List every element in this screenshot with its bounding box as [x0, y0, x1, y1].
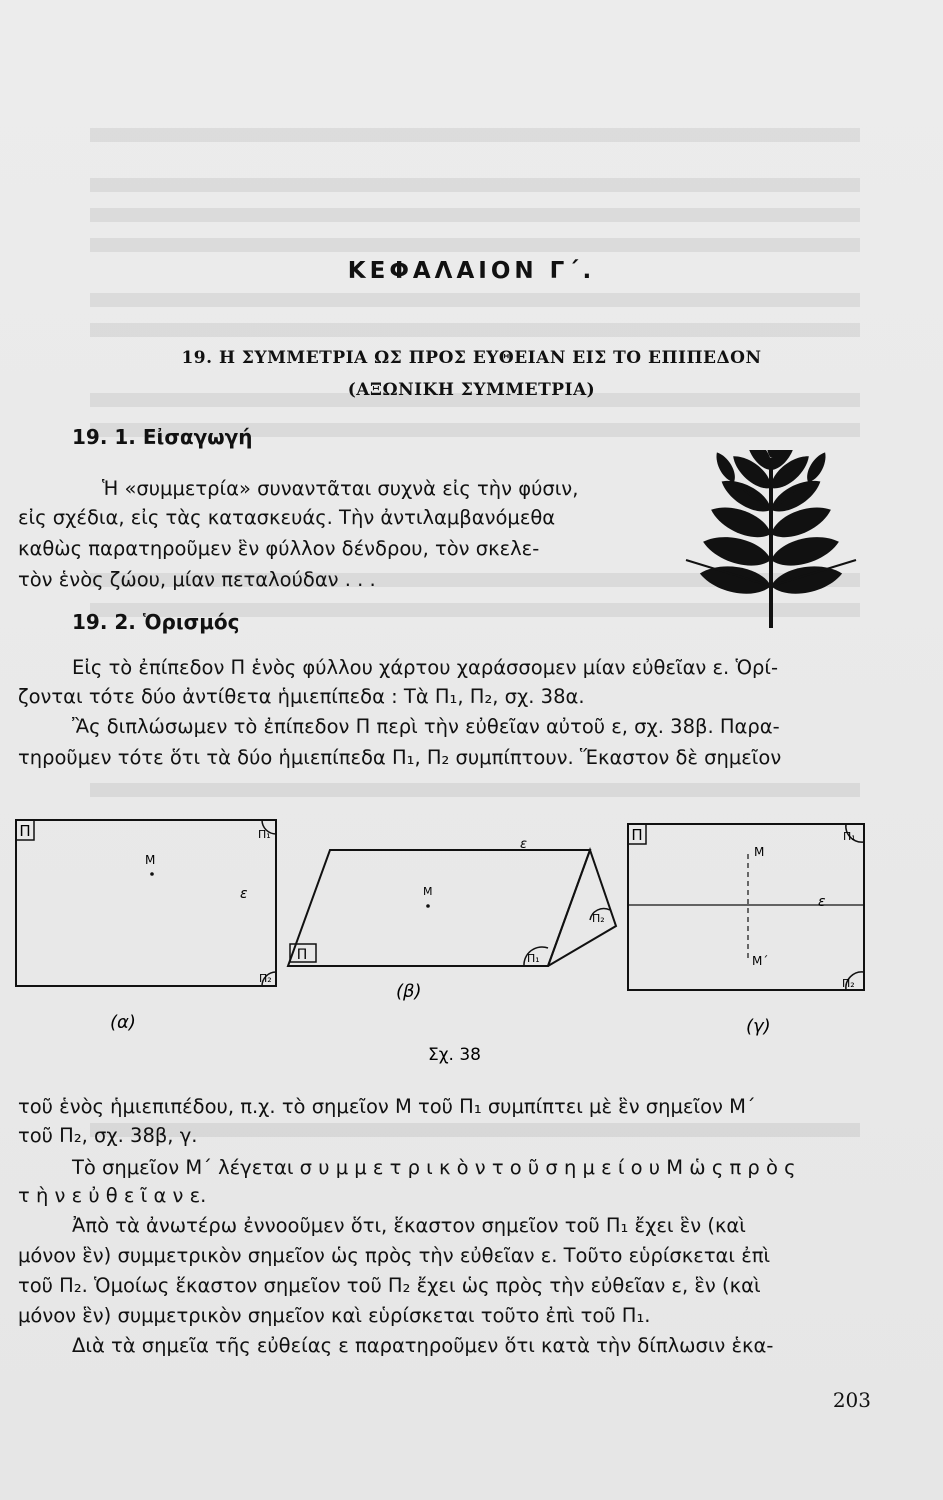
text-line: τοῦ Π₂, σχ. 38β, γ.	[18, 1124, 198, 1147]
text-line: Ἂς διπλώσωμεν τὸ ἐπίπεδον Π περὶ τὴν εὐθεῖαν αὐτοῦ ε, σχ. 38β. Παρα-	[72, 715, 780, 738]
text-line: μόνον ἓν) συμμετρικὸν σημεῖον καὶ εὑρίσκεται τοῦτο ἐπὶ τοῦ Π₁.	[18, 1304, 651, 1327]
fig-c-M-label: Μ	[754, 845, 765, 859]
fig-a-P2-label: Π₂	[259, 972, 272, 985]
figure-b-folded-plane	[288, 837, 616, 1002]
fig-c-e-label: ε	[818, 894, 826, 910]
text-line: τηροῦμεν τότε ὅτι τὰ δύο ἡμιεπίπεδα Π₁, Π₂ συμπίπτουν. Ἕκαστον δὲ σημεῖον	[18, 746, 782, 769]
page-number: 203	[832, 1388, 871, 1412]
text-line: τοῦ Π₂. Ὁμοίως ἕκαστον σημεῖον τοῦ Π₂ ἔχει ὡς πρὸς τὴν εὐθεῖαν ε, ἓν (καὶ	[18, 1274, 761, 1297]
fig-a-M-label: Μ	[145, 853, 156, 867]
section-title: 19. Η ΣΥΜΜΕΤΡΙΑ ΩΣ ΠΡΟΣ ΕΥΘΕΙΑΝ ΕΙΣ ΤΟ ΕΠΙΠΕΔΟΝ	[181, 348, 762, 368]
fig-a-P1-label: Π₁	[258, 828, 271, 841]
figure-label-a: (α)	[110, 1012, 136, 1033]
fig-c-P-label: Π	[631, 826, 643, 844]
text-line: Τὸ σημεῖον Μ΄ λέγεται σ υ μ μ ε τ ρ ι κ ὸ ν τ ο ῦ σ η μ ε ί ο υ Μ ὡ ς π ρ ὸ ς	[72, 1156, 796, 1179]
text-line: τοῦ ἑνὸς ἡμιεπιπέδου, π.χ. τὸ σημεῖον Μ τοῦ Π₁ συμπίπτει μὲ ἓν σημεῖον Μ΄	[18, 1095, 756, 1118]
fig-a-e-label: ε	[240, 886, 248, 902]
fig-c-P1-label: Π₁	[843, 830, 856, 843]
fig-b-P-label: Π	[296, 947, 308, 963]
text-line: Διὰ τὰ σημεῖα τῆς εὐθείας ε παρατηροῦμεν ὅτι κατὰ τὴν δίπλωσιν ἑκα-	[72, 1334, 774, 1357]
fig-a-P-label: Π	[19, 822, 31, 840]
figure-label-b: (β)	[396, 981, 422, 1002]
text-line: εἰς σχέδια, εἰς τὰς κατασκευάς. Τὴν ἀντιλαμβανόμεθα	[18, 506, 556, 529]
fig-c-Mprime-label: Μ΄	[752, 954, 769, 968]
fig-b-P1-label: Π₁	[527, 952, 540, 965]
text-line: Ἡ «συμμετρία» συναντᾶται συχνὰ εἰς τὴν φύσιν,	[102, 477, 579, 500]
section-subtitle: (ΑΞΩΝΙΚΗ ΣΥΜΜΕΤΡΙΑ)	[347, 380, 596, 400]
subsection-heading-intro: 19. 1. Εἰσαγωγή	[72, 425, 253, 449]
figure-a-rectangle	[16, 820, 276, 1033]
fig-c-P2-label: Π₂	[842, 977, 855, 990]
text-line: μόνον ἓν) συμμετρικὸν σημεῖον ὡς πρὸς τὴν εὐθεῖαν ε. Τοῦτο εὑρίσκεται ἐπὶ	[18, 1244, 771, 1267]
subsection-heading-definition: 19. 2. Ὁρισμός	[72, 610, 240, 634]
text-line: τ ὴ ν ε ὐ θ ε ῖ α ν ε.	[18, 1184, 207, 1207]
figure-c-rectangle	[628, 824, 864, 1037]
text-line: Εἰς τὸ ἐπίπεδον Π ἑνὸς φύλλου χάρτου χαράσσομεν μίαν εὐθεῖαν ε. Ὁρί-	[72, 656, 779, 679]
text-line: ζονται τότε δύο ἀντίθετα ἡμιεπίπεδα : Τὰ Π₁, Π₂, σχ. 38α.	[18, 685, 585, 708]
chapter-title: ΚΕΦΑΛΑΙΟΝ Γ΄.	[347, 258, 596, 284]
text-line: Ἀπὸ τὰ ἀνωτέρω ἐννοοῦμεν ὅτι, ἕκαστον σημεῖον τοῦ Π₁ ἔχει ἓν (καὶ	[72, 1214, 746, 1237]
fig-b-M-label: Μ	[423, 885, 433, 898]
text-line: τὸν ἑνὸς ζώου, μίαν πεταλούδαν . . .	[18, 568, 376, 591]
figure-38	[0, 810, 943, 1070]
leaf-branch-illustration	[660, 450, 882, 630]
figure-label-c: (γ)	[746, 1016, 771, 1037]
fig-b-e-label: ε	[520, 837, 528, 852]
fig-b-P2-label: Π₂	[592, 912, 605, 925]
figure-caption: Σχ. 38	[428, 1045, 482, 1065]
text-line: καθὼς παρατηροῦμεν ἓν φύλλον δένδρου, τὸν σκελε-	[18, 537, 540, 560]
